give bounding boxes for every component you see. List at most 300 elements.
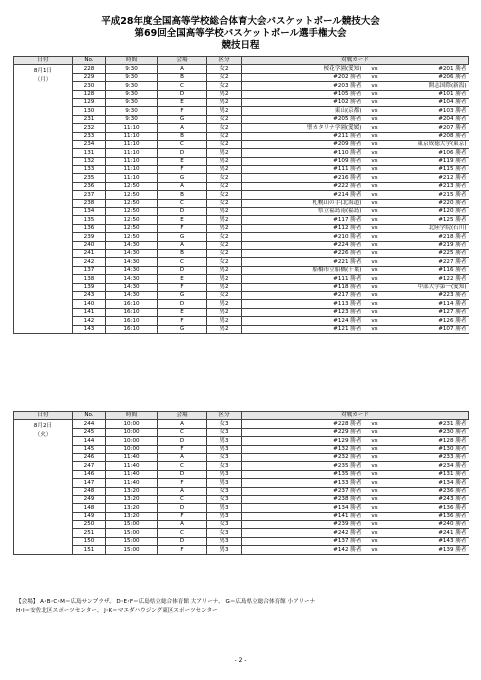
table-row <box>14 546 469 554</box>
table-row <box>14 462 469 470</box>
date-cell <box>14 65 73 334</box>
weekday-label: （月） <box>34 77 52 84</box>
start-time: 10:00 <box>106 428 158 436</box>
table-row <box>14 470 469 478</box>
start-time: 16:10 <box>106 317 158 325</box>
category: 男2 <box>207 90 242 98</box>
game-number: 234 <box>73 140 106 148</box>
team-home: #221 勝者 <box>242 258 364 266</box>
header-date: 日付 <box>14 57 73 65</box>
start-time: 9:30 <box>106 82 158 90</box>
vs-label: vs <box>364 521 386 529</box>
header-no: No. <box>73 412 106 420</box>
game-number: 233 <box>73 132 106 140</box>
venue-code: F <box>158 512 207 520</box>
venue-code: F <box>158 224 207 232</box>
category: 女3 <box>207 462 242 470</box>
team-home: 桜花学園(愛知) <box>242 65 364 73</box>
table-row <box>14 512 469 520</box>
venue-code: E <box>158 157 207 165</box>
table-row <box>14 308 469 316</box>
vs-label: vs <box>364 291 386 299</box>
vs-label: vs <box>364 241 386 249</box>
start-time: 16:10 <box>106 300 158 308</box>
table-header <box>14 412 469 420</box>
venue-code: C <box>158 258 207 266</box>
start-time: 12:50 <box>106 182 158 190</box>
category: 男2 <box>207 308 242 316</box>
game-number: 245 <box>73 428 106 436</box>
start-time: 14:30 <box>106 291 158 299</box>
table-row <box>14 157 469 165</box>
venue-code: C <box>158 529 207 537</box>
team-home: 東山(京都) <box>242 107 364 115</box>
table-row <box>14 132 469 140</box>
start-time: 9:30 <box>106 90 158 98</box>
vs-label: vs <box>364 266 386 274</box>
team-away: #204 勝者 <box>386 115 469 123</box>
team-away: #227 勝者 <box>386 258 469 266</box>
category: 女2 <box>207 249 242 257</box>
vs-label: vs <box>364 82 386 90</box>
table-row <box>14 216 469 224</box>
team-away: 東京成徳大学(東京) <box>386 140 469 148</box>
team-home: #105 勝者 <box>242 90 364 98</box>
team-home: #229 勝者 <box>242 428 364 436</box>
vs-label: vs <box>364 258 386 266</box>
game-number: 241 <box>73 249 106 257</box>
team-home: #205 勝者 <box>242 115 364 123</box>
vs-label: vs <box>364 98 386 106</box>
team-away: #103 勝者 <box>386 107 469 115</box>
category: 女3 <box>207 529 242 537</box>
venue-note-line2: H･I＝安佐北区スポーツセンター、 J･K＝マエダハウジング東区スポーツセンター <box>16 608 218 614</box>
team-away: #225 勝者 <box>386 249 469 257</box>
start-time: 12:50 <box>106 224 158 232</box>
header-time: 時間 <box>106 412 158 420</box>
table-row <box>14 140 469 148</box>
table-row <box>14 428 469 436</box>
header-category: 区分 <box>207 412 242 420</box>
category: 男2 <box>207 157 242 165</box>
game-number: 239 <box>73 233 106 241</box>
category: 男2 <box>207 216 242 224</box>
team-home: #226 勝者 <box>242 249 364 257</box>
game-number: 238 <box>73 199 106 207</box>
team-home: #124 勝者 <box>242 317 364 325</box>
schedule-title: 競技日程 <box>221 40 260 51</box>
category: 男2 <box>207 325 242 333</box>
table-row <box>14 115 469 123</box>
game-number: 141 <box>73 308 106 316</box>
team-away: #241 勝者 <box>386 529 469 537</box>
vs-label: vs <box>364 487 386 495</box>
team-home: #134 勝者 <box>242 504 364 512</box>
vs-label: vs <box>364 462 386 470</box>
start-time: 11:40 <box>106 462 158 470</box>
team-away: #212 勝者 <box>386 174 469 182</box>
venue-code: E <box>158 216 207 224</box>
team-home: #238 勝者 <box>242 495 364 503</box>
table-row <box>14 504 469 512</box>
venue-note-line1: 【会場】 A･B･C･M＝広島サンプラザ、 D･E･F＝広島県立総合体育館 大アリーナ、 G＝広島県立総合体育館 小アリーナ <box>16 599 316 605</box>
venue-code: D <box>158 437 207 445</box>
vs-label: vs <box>364 166 386 174</box>
header-date: 日付 <box>14 412 73 420</box>
start-time: 14:30 <box>106 266 158 274</box>
tournament-title: 平成28年度全国高等学校総合体育大会バスケットボール競技大会 <box>101 16 380 27</box>
table-row <box>14 73 469 81</box>
start-time: 11:10 <box>106 166 158 174</box>
team-home: #222 勝者 <box>242 182 364 190</box>
vs-label: vs <box>364 445 386 453</box>
game-number: 242 <box>73 258 106 266</box>
vs-label: vs <box>364 233 386 241</box>
header-no: No. <box>73 57 106 65</box>
venue-code: E <box>158 275 207 283</box>
team-home: #141 勝者 <box>242 512 364 520</box>
game-number: 240 <box>73 241 106 249</box>
table-row <box>14 495 469 503</box>
venue-code: F <box>158 283 207 291</box>
game-number: 138 <box>73 275 106 283</box>
table-row <box>14 420 469 428</box>
game-number: 145 <box>73 445 106 453</box>
venue-code: D <box>158 470 207 478</box>
category: 女2 <box>207 191 242 199</box>
game-number: 246 <box>73 453 106 461</box>
game-number: 133 <box>73 166 106 174</box>
venue-code: D <box>158 266 207 274</box>
team-away: #236 勝者 <box>386 487 469 495</box>
game-number: 243 <box>73 291 106 299</box>
team-home: #112 勝者 <box>242 224 364 232</box>
category: 男2 <box>207 107 242 115</box>
venue-code: A <box>158 182 207 190</box>
vs-label: vs <box>364 90 386 98</box>
vs-label: vs <box>364 216 386 224</box>
team-away: #116 勝者 <box>386 266 469 274</box>
vs-label: vs <box>364 174 386 182</box>
table-row <box>14 182 469 190</box>
table-row <box>14 266 469 274</box>
start-time: 12:50 <box>106 233 158 241</box>
category: 男2 <box>207 317 242 325</box>
category: 女2 <box>207 233 242 241</box>
vs-label: vs <box>364 504 386 512</box>
game-number: 251 <box>73 529 106 537</box>
venue-code: C <box>158 462 207 470</box>
team-away: #243 勝者 <box>386 495 469 503</box>
category: 男2 <box>207 208 242 216</box>
vs-label: vs <box>364 224 386 232</box>
start-time: 11:10 <box>106 132 158 140</box>
team-home: #123 勝者 <box>242 308 364 316</box>
header-venue: 会場 <box>158 57 207 65</box>
team-away: #130 勝者 <box>386 445 469 453</box>
page-number: - 2 - <box>234 657 247 664</box>
vs-label: vs <box>364 546 386 554</box>
category: 女2 <box>207 174 242 182</box>
team-home: #135 勝者 <box>242 470 364 478</box>
vs-label: vs <box>364 453 386 461</box>
team-home: #202 勝者 <box>242 73 364 81</box>
category: 男2 <box>207 283 242 291</box>
game-number: 244 <box>73 420 106 428</box>
category: 女2 <box>207 182 242 190</box>
category: 女2 <box>207 258 242 266</box>
category: 男3 <box>207 470 242 478</box>
venue-code: A <box>158 453 207 461</box>
team-away: #114 勝者 <box>386 300 469 308</box>
start-time: 12:50 <box>106 191 158 199</box>
venue-code: A <box>158 521 207 529</box>
start-time: 15:00 <box>106 521 158 529</box>
team-away: #107 勝者 <box>386 325 469 333</box>
team-away: 開志国際(新潟) <box>386 82 469 90</box>
table-row <box>14 529 469 537</box>
team-home: #118 勝者 <box>242 283 364 291</box>
category: 男2 <box>207 300 242 308</box>
game-number: 150 <box>73 537 106 545</box>
start-time: 11:40 <box>106 470 158 478</box>
team-away: #208 勝者 <box>386 132 469 140</box>
start-time: 9:30 <box>106 98 158 106</box>
schedule-table-day2 <box>13 411 469 555</box>
vs-label: vs <box>364 512 386 520</box>
table-row <box>14 149 469 157</box>
game-number: 134 <box>73 208 106 216</box>
team-away: 中部大学第一(愛知) <box>386 283 469 291</box>
vs-label: vs <box>364 317 386 325</box>
category: 女2 <box>207 140 242 148</box>
game-number: 249 <box>73 495 106 503</box>
team-away: #134 勝者 <box>386 479 469 487</box>
game-number: 228 <box>73 65 106 73</box>
game-number: 250 <box>73 521 106 529</box>
team-away: #233 勝者 <box>386 453 469 461</box>
team-away: #101 勝者 <box>386 90 469 98</box>
header-time: 時間 <box>106 57 158 65</box>
team-home: 船橋市立船橋(千葉) <box>242 266 364 274</box>
start-time: 13:20 <box>106 512 158 520</box>
venue-code: G <box>158 115 207 123</box>
table-row <box>14 258 469 266</box>
category: 女2 <box>207 291 242 299</box>
start-time: 15:00 <box>106 537 158 545</box>
table-row <box>14 283 469 291</box>
start-time: 15:00 <box>106 529 158 537</box>
category: 男2 <box>207 275 242 283</box>
venue-code: B <box>158 132 207 140</box>
category: 女2 <box>207 82 242 90</box>
venue-code: D <box>158 208 207 216</box>
vs-label: vs <box>364 428 386 436</box>
team-home: #235 勝者 <box>242 462 364 470</box>
table-row <box>14 291 469 299</box>
start-time: 13:20 <box>106 504 158 512</box>
game-number: 139 <box>73 283 106 291</box>
team-home: #111 勝者 <box>242 166 364 174</box>
team-home: #224 勝者 <box>242 241 364 249</box>
team-home: #129 勝者 <box>242 437 364 445</box>
category: 男2 <box>207 149 242 157</box>
category: 男3 <box>207 504 242 512</box>
venue-code: C <box>158 199 207 207</box>
schedule-table-day1 <box>13 56 469 334</box>
start-time: 11:40 <box>106 453 158 461</box>
team-away: #240 勝者 <box>386 521 469 529</box>
team-away: #201 勝者 <box>386 65 469 73</box>
venue-code: C <box>158 140 207 148</box>
table-row <box>14 90 469 98</box>
game-number: 151 <box>73 546 106 554</box>
team-home: 札幌山の手(北海道) <box>242 199 364 207</box>
vs-label: vs <box>364 65 386 73</box>
start-time: 11:40 <box>106 479 158 487</box>
vs-label: vs <box>364 529 386 537</box>
table-row <box>14 224 469 232</box>
team-home: #203 勝者 <box>242 82 364 90</box>
table-row <box>14 191 469 199</box>
team-home: #211 勝者 <box>242 132 364 140</box>
game-number: 146 <box>73 470 106 478</box>
team-away: #104 勝者 <box>386 98 469 106</box>
team-away: #230 勝者 <box>386 428 469 436</box>
venue-code: D <box>158 537 207 545</box>
start-time: 10:00 <box>106 437 158 445</box>
start-time: 14:30 <box>106 283 158 291</box>
vs-label: vs <box>364 308 386 316</box>
game-number: 128 <box>73 90 106 98</box>
start-time: 12:50 <box>106 208 158 216</box>
team-away: #115 勝者 <box>386 166 469 174</box>
vs-label: vs <box>364 182 386 190</box>
category: 女2 <box>207 65 242 73</box>
start-time: 10:00 <box>106 445 158 453</box>
game-number: 230 <box>73 82 106 90</box>
table-row <box>14 65 469 73</box>
game-number: 248 <box>73 487 106 495</box>
team-home: #109 勝者 <box>242 157 364 165</box>
team-away: #223 勝者 <box>386 291 469 299</box>
vs-label: vs <box>364 208 386 216</box>
vs-label: vs <box>364 191 386 199</box>
start-time: 11:10 <box>106 140 158 148</box>
table-row <box>14 241 469 249</box>
category: 女2 <box>207 124 242 132</box>
category: 男3 <box>207 479 242 487</box>
start-time: 12:50 <box>106 199 158 207</box>
table-row <box>14 437 469 445</box>
category: 男3 <box>207 437 242 445</box>
venue-code: D <box>158 149 207 157</box>
start-time: 16:10 <box>106 325 158 333</box>
team-away: #231 勝者 <box>386 420 469 428</box>
team-home: #237 勝者 <box>242 487 364 495</box>
category: 女3 <box>207 521 242 529</box>
start-time: 11:10 <box>106 174 158 182</box>
date-cell <box>14 420 73 554</box>
table-row <box>14 537 469 545</box>
table-row <box>14 124 469 132</box>
team-away: #136 勝者 <box>386 512 469 520</box>
team-away: #128 勝者 <box>386 437 469 445</box>
table-row <box>14 233 469 241</box>
start-time: 9:30 <box>106 73 158 81</box>
team-away: #139 勝者 <box>386 546 469 554</box>
category: 女3 <box>207 453 242 461</box>
category: 男2 <box>207 98 242 106</box>
game-number: 129 <box>73 98 106 106</box>
team-home: #210 勝者 <box>242 233 364 241</box>
start-time: 12:50 <box>106 216 158 224</box>
start-time: 10:00 <box>106 420 158 428</box>
vs-label: vs <box>364 249 386 257</box>
category: 男2 <box>207 266 242 274</box>
table-row <box>14 174 469 182</box>
venue-code: C <box>158 495 207 503</box>
game-number: 236 <box>73 182 106 190</box>
venue-code: A <box>158 65 207 73</box>
team-home: #102 勝者 <box>242 98 364 106</box>
venue-code: A <box>158 124 207 132</box>
table-row <box>14 249 469 257</box>
team-home: #121 勝者 <box>242 325 364 333</box>
table-header <box>14 57 469 65</box>
game-number: 137 <box>73 266 106 274</box>
game-number: 148 <box>73 504 106 512</box>
venue-code: D <box>158 90 207 98</box>
vs-label: vs <box>364 537 386 545</box>
start-time: 14:30 <box>106 241 158 249</box>
team-away: #206 勝者 <box>386 73 469 81</box>
venue-code: B <box>158 249 207 257</box>
vs-label: vs <box>364 283 386 291</box>
vs-label: vs <box>364 115 386 123</box>
venue-code: E <box>158 308 207 316</box>
game-number: 144 <box>73 437 106 445</box>
vs-label: vs <box>364 199 386 207</box>
venue-code: F <box>158 107 207 115</box>
header-category: 区分 <box>207 57 242 65</box>
date-label: 8月2日 <box>33 423 53 430</box>
game-number: 130 <box>73 107 106 115</box>
venue-code: G <box>158 233 207 241</box>
venue-code: G <box>158 174 207 182</box>
venue-code: F <box>158 317 207 325</box>
venue-code: F <box>158 166 207 174</box>
team-away: #120 勝者 <box>386 208 469 216</box>
game-number: 149 <box>73 512 106 520</box>
start-time: 16:10 <box>106 308 158 316</box>
vs-label: vs <box>364 420 386 428</box>
start-time: 11:10 <box>106 157 158 165</box>
game-number: 131 <box>73 149 106 157</box>
game-number: 232 <box>73 124 106 132</box>
team-away: #234 勝者 <box>386 462 469 470</box>
category: 女2 <box>207 241 242 249</box>
venue-code: A <box>158 487 207 495</box>
team-home: #214 勝者 <box>242 191 364 199</box>
table-row <box>14 82 469 90</box>
weekday-label: （火） <box>34 432 52 439</box>
team-away: #215 勝者 <box>386 191 469 199</box>
game-number: 147 <box>73 479 106 487</box>
start-time: 9:30 <box>106 115 158 123</box>
team-away: #125 勝者 <box>386 216 469 224</box>
team-home: #137 勝者 <box>242 537 364 545</box>
